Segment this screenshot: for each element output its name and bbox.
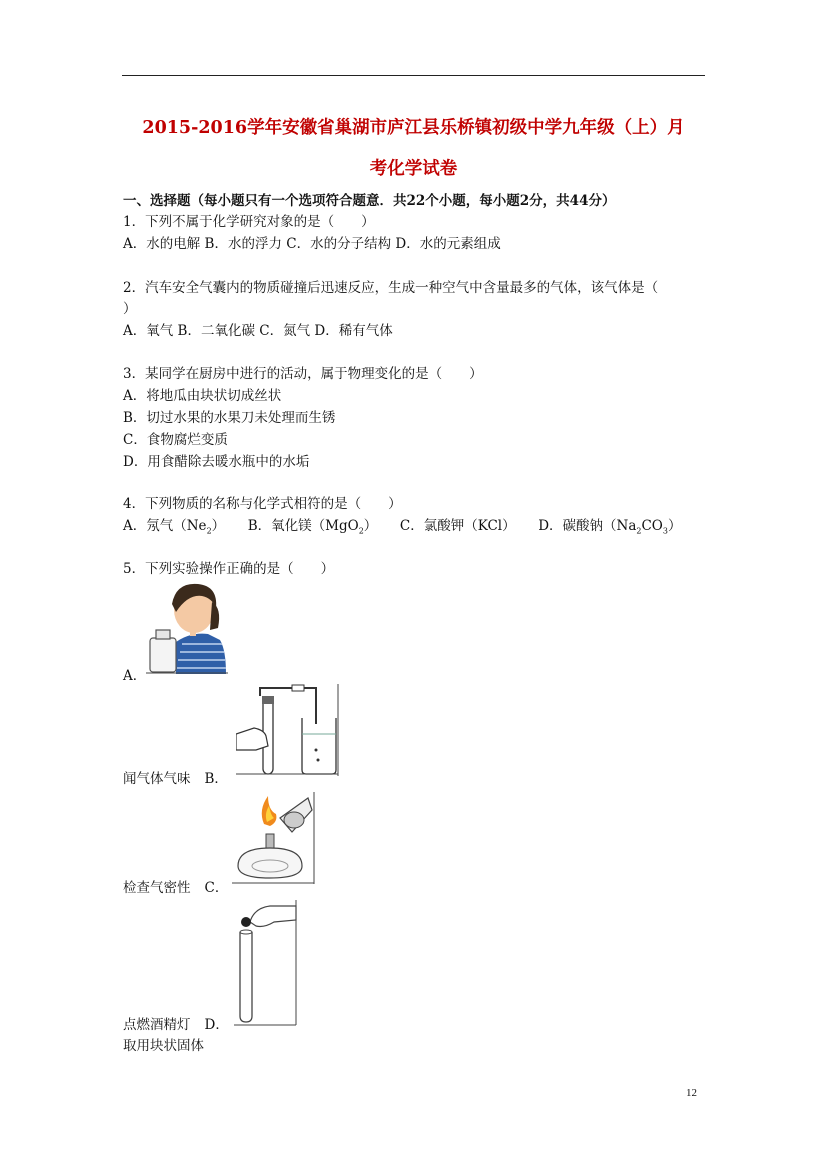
q4-option-c: C．氯酸钾（KCl）	[399, 518, 516, 534]
q2-options: A．氧气 B．二氧化碳 C．氮气 D．稀有气体	[123, 323, 393, 339]
q4-option-a: A．氖气$(Ne_2)$	[123, 518, 226, 536]
q3-option-d: D．用食醋除去暖水瓶中的水垢	[123, 454, 310, 470]
q5-option-c-label: C．	[204, 880, 229, 896]
q3-stem: 3．某同学在厨房中进行的活动，属于物理变化的是（ ）	[123, 366, 483, 382]
q5-option-c-caption: 检查气密性	[123, 880, 191, 896]
q5-option-d-caption: 点燃酒精灯	[123, 1017, 191, 1033]
figure-alcohol-lamp	[232, 792, 316, 884]
q4-option-b: B．氧化镁（MgO$_2$）	[247, 518, 378, 536]
section-heading: 一、选择题（每小题只有一个选项符合题意．共22个小题，每小题2分，共44分）	[123, 193, 616, 209]
q4-options	[123, 514, 681, 536]
q5-option-b-caption: 闻气体气味	[123, 771, 191, 787]
q2-stem: 2．汽车安全气囊内的物质碰撞后迅速反应，生成一种空气中含量最多的气体，该气体是（	[123, 280, 659, 296]
figure-airtightness-check	[236, 684, 340, 776]
figure-block-solid	[234, 900, 298, 1026]
q1-stem: 1．下列不属于化学研究对象的是（ ）	[123, 214, 375, 230]
q2-stem-continued: ）	[123, 301, 137, 317]
q5-option-c	[123, 876, 228, 896]
q5-stem: 5．下列实验操作正确的是（ ）	[123, 561, 335, 577]
q4-option-d: D．碳酸钠$(Na_2CO_3)$	[538, 518, 682, 536]
page-title-line-2: 考化学试卷	[369, 159, 458, 179]
q5-option-b-label: B．	[204, 771, 228, 787]
q3-option-b: B．切过水果的水果刀未处理而生锈	[123, 410, 336, 426]
page-title-line-1: 2015-2016学年安徽省巢湖市庐江县乐桥镇初级中学九年级（上）月	[142, 118, 685, 138]
q3-option-c: C．食物腐烂变质	[123, 432, 228, 448]
q5-option-a-label: A．	[123, 668, 147, 684]
q4-stem: 4．下列物质的名称与化学式相符的是（ ）	[123, 496, 402, 512]
header-rule	[122, 75, 705, 76]
q5-trailing-caption: 取用块状固体	[123, 1038, 204, 1054]
figure-smell-gas	[146, 578, 228, 674]
q5-option-d-label: D．	[204, 1017, 229, 1033]
q5-option-d	[123, 1013, 229, 1033]
page-number: 12	[686, 1087, 697, 1099]
q3-option-a: A．将地瓜由块状切成丝状	[123, 388, 282, 404]
q5-option-b	[123, 767, 228, 787]
q1-options: A．水的电解 B．水的浮力 C．水的分子结构 D．水的元素组成	[123, 236, 501, 252]
